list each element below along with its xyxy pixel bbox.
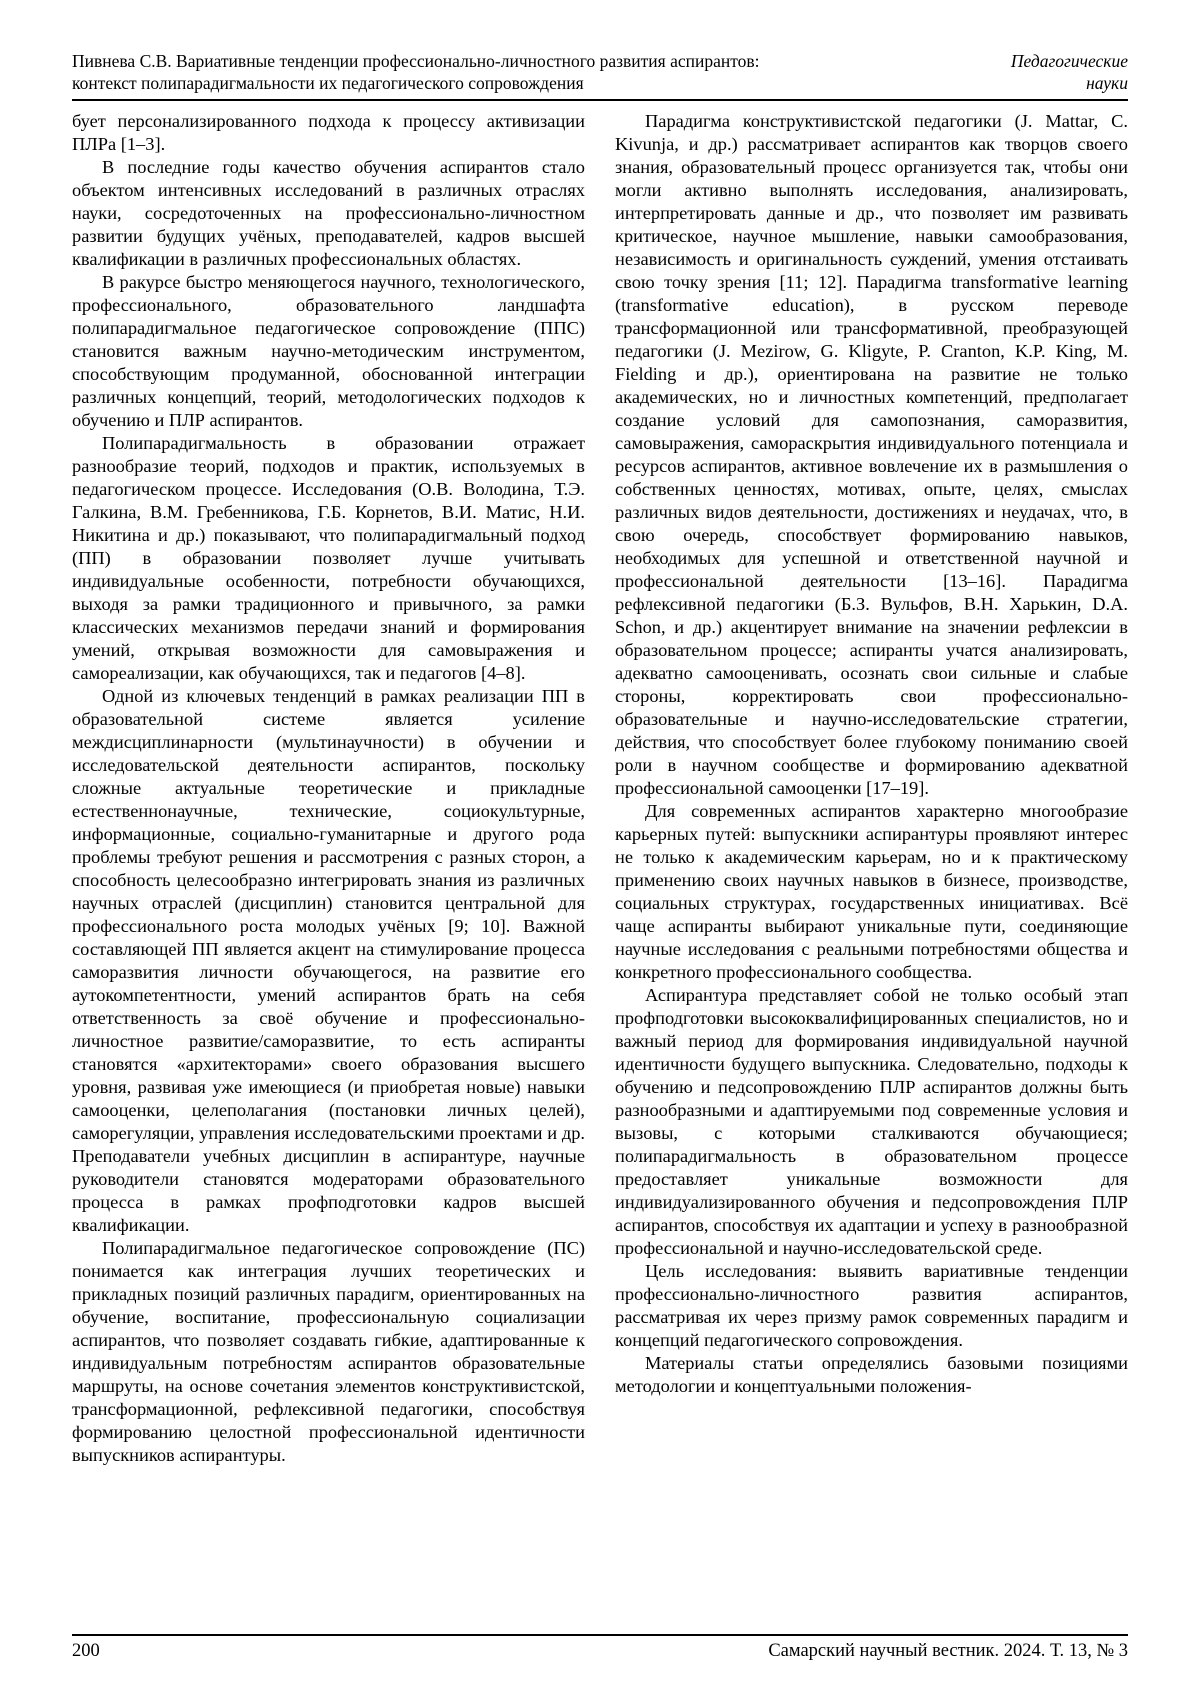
paragraph: В ракурсе быстро меняющегося научного, технологического, профессионального, образовательного ландшафта полипарадигмальное педагогическое сопровождение (ППС) становится важным научно-методическим инструментом, способствующим продуманной, обоснованной интеграции различных концепций, теорий, методологических подходов к обучению и ПЛР аспирантов.	[72, 272, 585, 430]
right-column	[615, 110, 1128, 1634]
page-number: 200	[72, 1641, 100, 1661]
paragraph: В последние годы качество обучения аспирантов стало объектом интенсивных исследований в различных отраслях науки, сосредоточенных на профессионально-личностном развитии будущих учёных, преподавателей, кадров высшей квалификации в различных профессиональных областях.	[72, 157, 585, 269]
running-header	[72, 50, 1128, 94]
paragraph: Цель исследования: выявить вариативные тенденции профессионально-личностного развития аспирантов, рассматривая их через призму рамок современных парадигм и концепций педагогического сопровождения.	[615, 1261, 1128, 1350]
paragraph: Парадигма конструктивистской педагогики (J. Mattar, C. Kivunja, и др.) рассматривает аспирантов как творцов своего знания, образовательный процесс организуется так, чтобы они могли активно выполнять исследования, анализировать, интерпретировать данные и др., что позволяет им развивать критическое, научное мышление, навыки самообразования, независимость и оригинальность суждений, умения отстаивать свою точку зрения [11; 12]. Парадигма transformative learning (transformative education), в русском переводе трансформационной или трансформативной, преобразующей педагогики (J. Mezirow, G. Kligyte, P. Cranton, K.P. King, M. Fielding и др.), ориентирована на развитие не только академических, но и личностных компетенций, предполагает создание условий для самопознания, саморазвития, самовыражения, самораскрытия индивидуального потенциала и ресурсов аспирантов, активное вовлечение их в размышления о собственных ценностях, мотивах, опыте, целях, смыслах различных видов деятельности, достижениях и неудачах, что, в свою очередь, способствует формированию навыков, необходимых для успешной и ответственной научной и профессиональной деятельности [13–16]. Парадигма рефлексивной педагогики (Б.З. Вульфов, В.Н. Харькин, D.A. Schon, и др.) акцентирует внимание на значении рефлексии в образовательном процессе; аспиранты учатся анализировать, адекватно самооценивать, осознать свои сильные и слабые стороны, корректировать свои профессионально-образовательные и научно-исследовательские стратегии, действия, что способствует более глубокому пониманию своей роли в научном сообществе и формированию адекватной профессиональной самооценки [17–19].	[615, 111, 1128, 798]
paragraph: Материалы статьи определялись базовыми позициями методологии и концептуальными положения-	[615, 1353, 1128, 1396]
paragraph: Аспирантура представляет собой не только особый этап профподготовки высококвалифицированных специалистов, но и важный период для формирования индивидуальной научной идентичности будущего выпускника. Следовательно, подходы к обучению и педсопровождению ПЛР аспирантов должны быть разнообразными и адаптируемыми под современные условия и вызовы, с которыми сталкиваются обучающиеся; полипарадигмальность в образовательном процессе предоставляет уникальные возможности для индивидуализированного обучения и педсопровождения ПЛР аспирантов, способствуя их адаптации и успеху в разнообразной профессиональной и научно-исследовательской среде.	[615, 985, 1128, 1258]
left-column	[72, 110, 585, 1634]
article-body	[72, 110, 1128, 1634]
running-head-line1: Пивнева С.В. Вариативные тенденции профессионально-личностного развития аспирантов:	[72, 51, 760, 71]
running-head-line2: контекст полипарадигмальности их педагогического сопровождения	[72, 73, 584, 93]
journal-citation: Самарский научный вестник. 2024. Т. 13, № 3	[768, 1641, 1128, 1661]
header-divider	[72, 99, 1128, 101]
section-label-line1: Педагогические	[1010, 51, 1128, 71]
running-head-title	[72, 50, 760, 94]
section-label	[1011, 50, 1128, 94]
paragraph: бует персонализированного подхода к процессу активизации ПЛРа [1–3].	[72, 111, 585, 154]
page-footer	[72, 1634, 1128, 1663]
footer-row	[72, 1636, 1128, 1663]
paragraph: Полипарадигмальное педагогическое сопровождение (ПС) понимается как интеграция лучших теоретических и прикладных позиций различных парадигм, ориентированных на обучение, воспитание, профессиональную социализации аспирантов, что позволяет создавать гибкие, адаптированные к индивидуальным потребностям аспирантов образовательные маршруты, на основе сочетания элементов конструктивистской, трансформационной, рефлексивной педагогики, способствуя формированию целостной профессиональной идентичности выпускников аспирантуры.	[72, 1238, 585, 1465]
paragraph: Полипарадигмальность в образовании отражает разнообразие теорий, подходов и практик, используемых в педагогическом процессе. Исследования (О.В. Володина, Т.Э. Галкина, В.М. Гребенникова, Г.Б. Корнетов, В.И. Матис, Н.И. Никитина и др.) показывают, что полипарадигмальный подход (ПП) в образовании позволяет лучше учитывать индивидуальные особенности, потребности обучающихся, выходя за рамки традиционного и привычного, за рамки классических механизмов передачи знаний и формирования умений, открывая возможности для самовыражения и самореализации, как обучающихся, так и педагогов [4–8].	[72, 433, 585, 683]
paragraph: Для современных аспирантов характерно многообразие карьерных путей: выпускники аспирантуры проявляют интерес не только к академическим карьерам, но и к практическому применению своих научных навыков в бизнесе, производстве, социальных структурах, государственных инициативах. Всё чаще аспиранты выбирают уникальные пути, соединяющие научные исследования с реальными потребностями общества и конкретного профессионального сообщества.	[615, 801, 1128, 982]
section-label-line2: науки	[1086, 73, 1128, 93]
paragraph: Одной из ключевых тенденций в рамках реализации ПП в образовательной системе является усиление междисциплинарности (мультинаучности) в обучении и исследовательской деятельности аспирантов, поскольку сложные актуальные теоретические и прикладные естественнонаучные, технические, социокультурные, информационные, социально-гуманитарные и другого рода проблемы требуют решения и рассмотрения с разных сторон, а способность целесообразно интегрировать знания из различных научных отраслей (дисциплин) становится центральной для профессионального роста молодых учёных [9; 10]. Важной составляющей ПП является акцент на стимулирование процесса саморазвития личности обучающегося, на развитие его аутокомпетентности, умений аспирантов брать на себя ответственность за своё обучение и профессионально-личностное развитие/саморазвитие, то есть аспиранты становятся «архитекторами» своего образования высшего уровня, развивая уже имеющиеся (и приобретая новые) навыки самооценки, целеполагания (постановки личных целей), саморегуляции, управления исследовательскими проектами и др. Преподаватели учебных дисциплин в аспирантуре, научные руководители становятся модераторами образовательного процесса в рамках профподготовки кадров высшей квалификации.	[72, 686, 585, 1235]
